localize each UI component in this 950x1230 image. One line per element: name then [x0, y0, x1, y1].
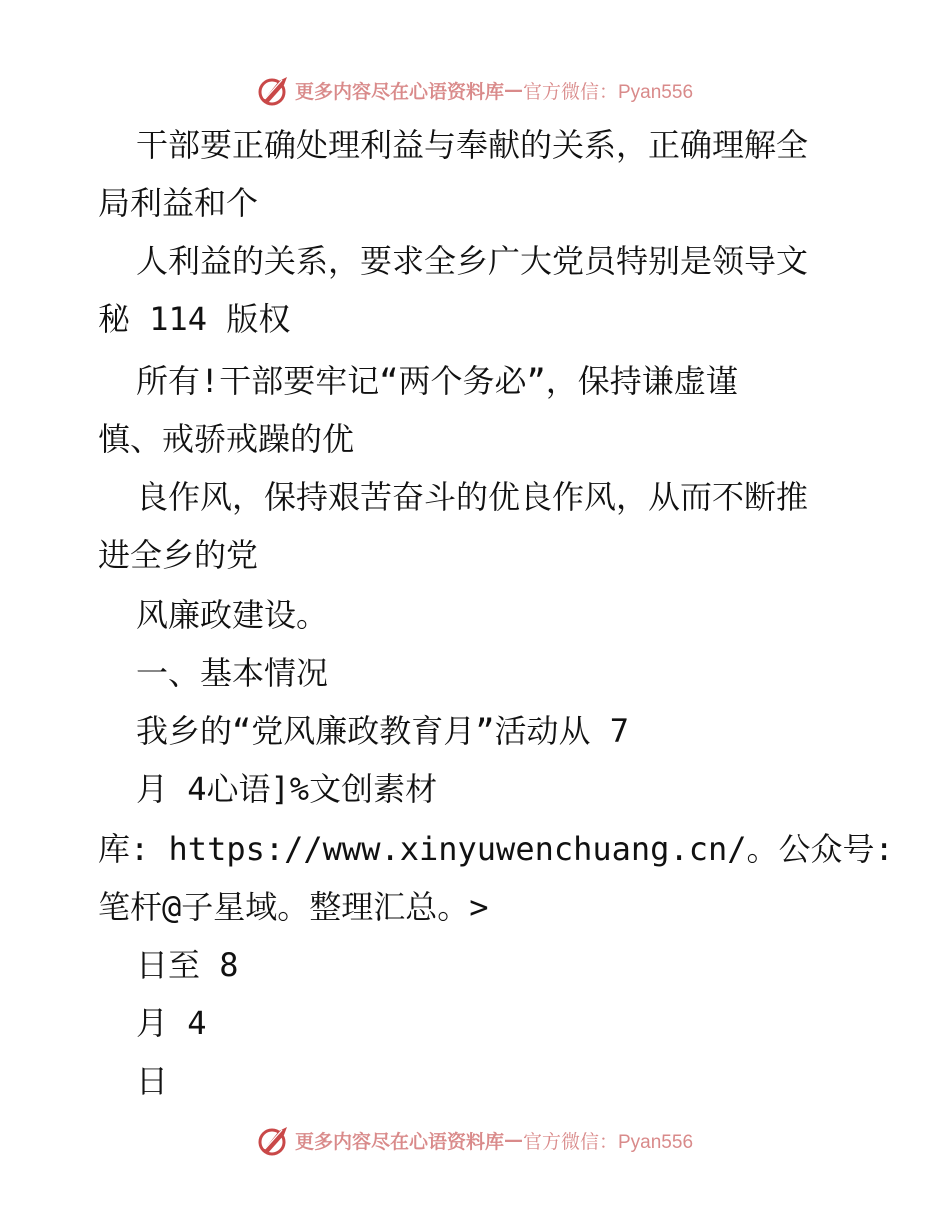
paragraph-line: 我乡的“党风廉政教育月”活动从 7: [136, 712, 630, 750]
watermark-dash: —: [504, 79, 523, 101]
section-heading: 一、基本情况: [136, 654, 329, 692]
paragraph-line: 人利益的关系，要求全乡广大党员特别是领导文: [136, 242, 809, 280]
paragraph-line: 进全乡的党: [98, 536, 259, 574]
paragraph-line: 月 4心语]%文创素材: [136, 770, 438, 808]
header-watermark: [0, 70, 950, 110]
paragraph-line: 日至 8: [136, 946, 239, 984]
paragraph-line: 良作风，保持艰苦奋斗的优良作风，从而不断推: [136, 478, 809, 516]
paragraph-line: 库: https://www.xinyuwenchuang.cn/。公众号:: [98, 830, 894, 868]
paragraph-line: 笔杆@子星域。整理汇总。>: [98, 888, 489, 926]
paragraph-line: 秘 114 版权: [98, 300, 291, 338]
watermark-contact: 官方微信：Pyan556: [523, 81, 694, 103]
watermark-dash: —: [504, 1129, 523, 1151]
watermark-slogan: 更多内容尽在心语资料库: [294, 80, 504, 103]
paragraph-line: 月 4: [136, 1004, 207, 1042]
footer-watermark: [0, 1120, 950, 1160]
paragraph-line: 风廉政建设。: [136, 596, 329, 634]
quill-logo-icon: [257, 73, 291, 107]
quill-logo-icon: [257, 1123, 291, 1157]
paragraph-line: 日: [136, 1062, 169, 1100]
paragraph-line: 局利益和个: [98, 184, 259, 222]
watermark-contact: 官方微信：Pyan556: [523, 1131, 694, 1153]
watermark-slogan: 更多内容尽在心语资料库: [294, 1130, 504, 1153]
paragraph-line: 慎、戒骄戒躁的优: [98, 420, 355, 458]
paragraph-line: 所有!干部要牢记“两个务必”，保持谦虚谨: [136, 362, 738, 400]
paragraph-line: 干部要正确处理利益与奉献的关系，正确理解全: [136, 126, 809, 164]
